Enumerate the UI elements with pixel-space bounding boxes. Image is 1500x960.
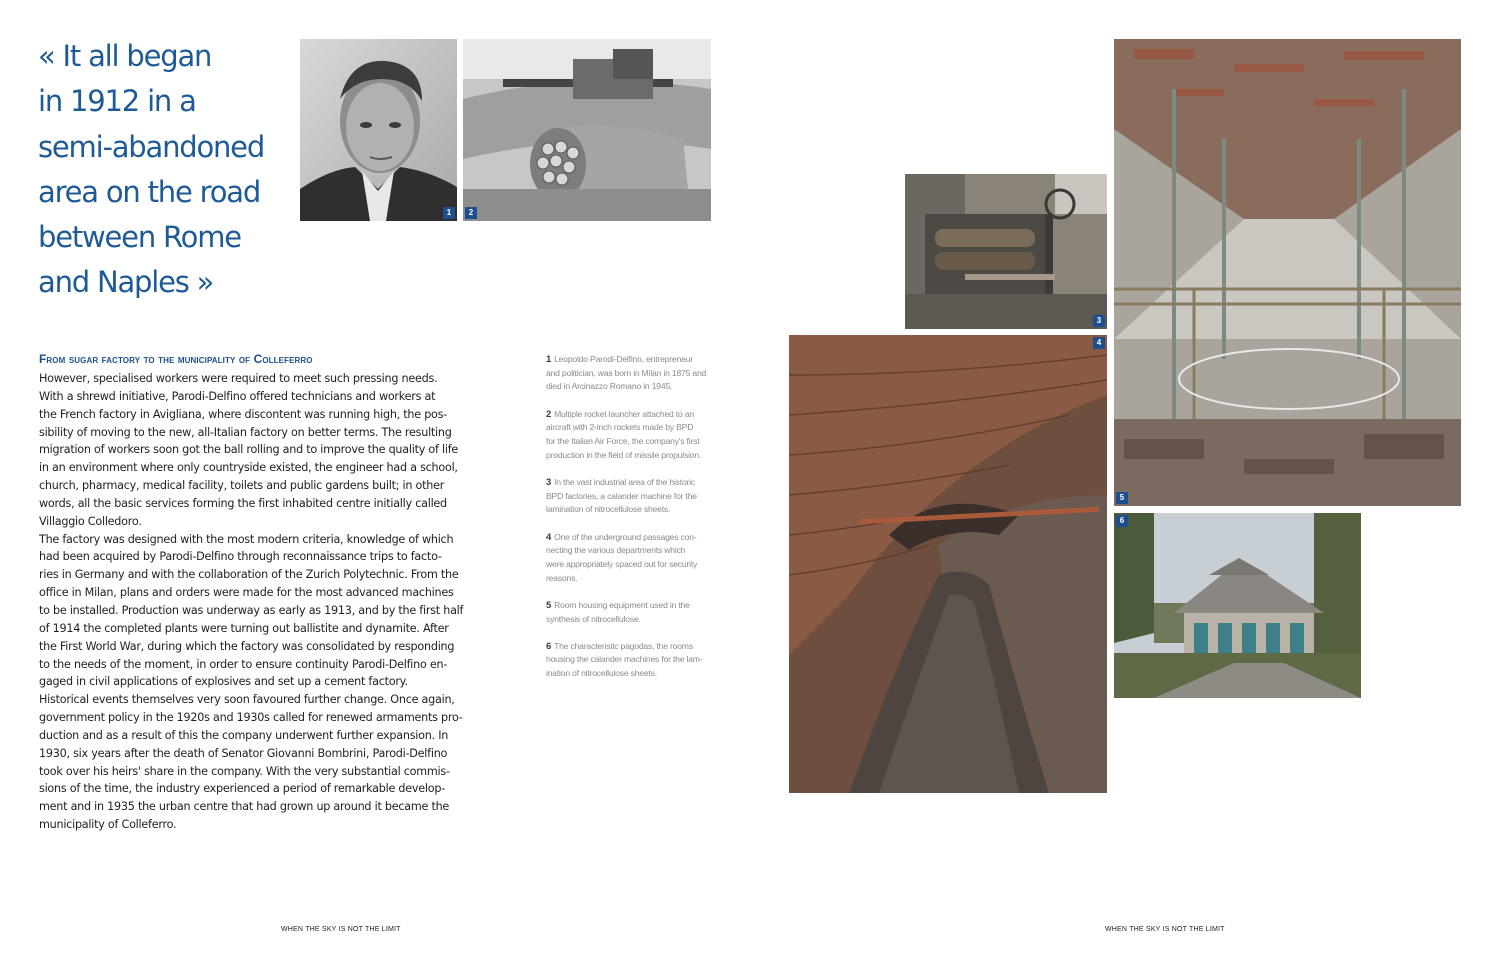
caption-number: 3 (546, 476, 552, 488)
caption-line: necting the various departments which (546, 545, 686, 556)
quote-line: area on the road (38, 174, 261, 209)
body-line: 1930, six years after the death of Senator Giovanni Bombrini, Parodi-Delfino (39, 746, 448, 760)
pull-quote (38, 34, 288, 306)
body-line: to be installed. Production was underway as early as 1913, and by the first half (39, 603, 464, 617)
body-line: gaged in civil applications of explosives and set up a cement factory. (39, 675, 408, 689)
pagodas-image (1114, 513, 1361, 698)
body-line: sions of the time, the industry experienced a period of remarkable develop- (39, 782, 446, 796)
caption-number: 4 (546, 531, 552, 543)
caption-5 (546, 599, 712, 626)
photo-number-badge: 2 (465, 207, 477, 219)
caption-number: 6 (546, 640, 552, 652)
quote-line: between Rome (38, 220, 241, 255)
caption-line: for the Italian Air Force, the company's first (546, 436, 700, 447)
body-line: words, all the basic services forming the first inhabited centre initially called (39, 496, 447, 510)
caption-line: BPD factories, a calander machine for the (546, 490, 697, 501)
caption-line: The characteristic pagodas, the rooms (554, 640, 693, 651)
caption-line: Room housing equipment used in the (554, 599, 690, 610)
body-line: to the needs of the moment, in order to ensure continuity Parodi-Delfino en- (39, 657, 448, 671)
body-line: in an environment where only countryside existed, the engineer had a school, (39, 461, 458, 475)
quote-line: « It all began (38, 39, 212, 73)
body-line: church, pharmacy, medical facility, toilets and public gardens built; in other (39, 479, 445, 493)
photo-synthesis-room (1114, 39, 1461, 506)
body-line: sibility of moving to the new, all-Italian factory on better terms. The resulting (39, 425, 452, 439)
footer-left: WHEN THE SKY IS NOT THE LIMIT (281, 926, 401, 933)
footer-right: WHEN THE SKY IS NOT THE LIMIT (1105, 926, 1225, 933)
caption-line: were appropriately spaced out for security (546, 558, 698, 569)
section-title-last: Colleferro (253, 352, 313, 366)
caption-3 (546, 476, 712, 517)
caption-line: production in the field of missile propulsion. (546, 449, 702, 460)
photo-number-badge: 1 (443, 207, 455, 219)
photo-number-badge: 4 (1093, 337, 1105, 349)
caption-4 (546, 531, 712, 586)
photo-portrait (300, 39, 457, 221)
body-line: took over his heirs' share in the company. With the very substantial commis- (39, 764, 450, 778)
body-line: duction and as a result of this the company underwent further expansion. In (39, 728, 449, 742)
photo-captions (546, 353, 712, 694)
body-line: migration of workers soon got the ball rolling and to improve the quality of life (39, 443, 459, 457)
caption-line: aircraft with 2-inch rockets made by BPD (546, 422, 694, 433)
underground-passage-image (789, 335, 1107, 793)
body-line: ries in Germany and with the collaboration of the Zurich Polytechnic. From the (39, 568, 459, 582)
photo-pagodas (1114, 513, 1361, 698)
caption-2 (546, 408, 712, 463)
caption-6 (546, 640, 712, 681)
caption-line: Leopoldo Parodi-Delfino, entrepreneur (554, 354, 693, 364)
quote-line: and Naples » (38, 265, 214, 300)
caption-line: lamination of nitrocellulose sheets. (546, 504, 671, 515)
quote-line: semi-abandoned (38, 129, 265, 164)
caption-number: 5 (546, 599, 552, 611)
body-line: of 1914 the completed plants were turning out ballistite and dynamite. After (39, 621, 449, 635)
photo-number-badge: 3 (1093, 315, 1105, 327)
section-title (39, 352, 439, 366)
body-line: office in Milan, plans and orders were made for the most advanced machines (39, 586, 454, 600)
caption-line: housing the calander machines for the lam- (546, 654, 703, 665)
caption-line: Multiple rocket launcher attached to an (554, 408, 694, 419)
photo-number-badge: 6 (1116, 515, 1128, 527)
body-line: had been acquired by Parodi-Delfino through reconnaissance trips to facto- (39, 550, 442, 564)
quote-line: in 1912 in a (38, 84, 196, 119)
caption-number: 1 (546, 354, 552, 365)
body-line: ment and in 1935 the urban centre that had grown up around it became the (39, 800, 450, 814)
body-line: The factory was designed with the most modern criteria, knowledge of which (39, 532, 454, 546)
caption-line: died in Arcinazzo Romano in 1945. (546, 381, 673, 392)
body-line: However, specialised workers were required to meet such pressing needs. (39, 372, 438, 385)
calander-machine-image (905, 174, 1107, 329)
photo-underground-passage (789, 335, 1107, 793)
body-line: government policy in the 1920s and 1930s called for renewed armaments pro- (39, 711, 463, 725)
synthesis-room-image (1114, 39, 1461, 506)
caption-1 (546, 353, 712, 394)
caption-number: 2 (546, 408, 552, 420)
section-title-first: From sugar factory to the municipality of (39, 352, 254, 366)
caption-line: One of the underground passages con- (554, 531, 697, 542)
body-line: Historical events themselves very soon favoured further change. Once again, (39, 693, 455, 707)
caption-line: ination of nitrocellulose sheets. (546, 668, 657, 679)
rocket-launcher-image (463, 39, 711, 221)
body-line: the First World War, during which the factory was consolidated by responding (39, 639, 455, 653)
photo-rocket-launcher (463, 39, 711, 221)
caption-line: and politician, was born in Milan in 1875 and (546, 367, 707, 378)
caption-line: synthesis of nitrocellulose. (546, 613, 641, 624)
caption-line: In the vast industrial area of the historic (554, 476, 696, 487)
photo-calander-machine (905, 174, 1107, 329)
photo-number-badge: 5 (1116, 492, 1128, 504)
body-line: With a shrewd initiative, Parodi-Delfino offered technicians and workers at (39, 389, 436, 403)
body-line: Villaggio Colledoro. (39, 514, 142, 528)
caption-line: reasons. (546, 572, 578, 583)
body-line: municipality of Colleferro. (39, 818, 177, 832)
body-text (39, 370, 464, 834)
portrait-image (300, 39, 457, 221)
body-line: the French factory in Avigliana, where discontent was running high, the pos- (39, 407, 448, 421)
